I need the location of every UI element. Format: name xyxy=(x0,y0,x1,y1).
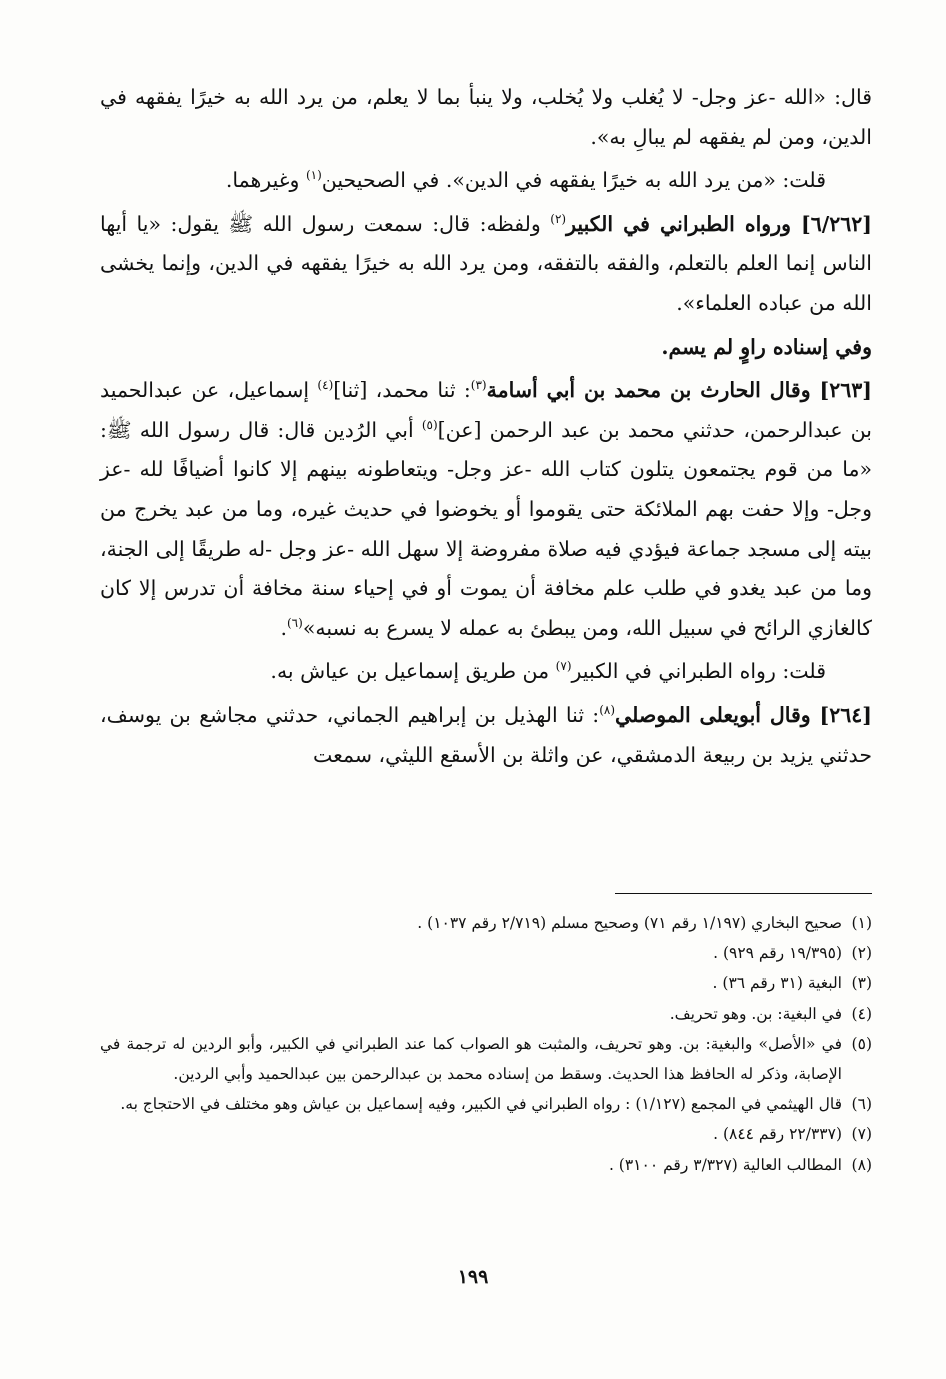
footnote-number: (١) xyxy=(851,914,872,932)
hadith-262-text: ولفظه: قال: سمعت رسول الله ﷺ يقول: «يا أيها الناس إنما العلم بالتعلم، والفقه بالتفقه، ومن يرد الله به خيرًا يفقهه في الدين، وإنما يخشى الله من عباده العلماء». xyxy=(100,211,872,315)
hadith-263-chain-1: : ثنا محمد، [ثنا] xyxy=(333,378,471,403)
footnote-text: (٢٢/٣٣٧ رقم ٨٤٤) . xyxy=(713,1125,842,1144)
paragraph-6-text: قلت: رواه الطبراني في الكبير xyxy=(571,659,826,684)
footnote-number: (٦) xyxy=(851,1095,872,1114)
footnote-number: (٤) xyxy=(851,1004,872,1023)
paragraph-2 xyxy=(100,161,872,201)
hadith-262 xyxy=(100,205,872,324)
footnote-ref-7: (٧) xyxy=(555,659,572,674)
page-number: ١٩٩ xyxy=(457,1266,489,1288)
hadith-263-heading: [٢٦٣] وقال الحارث بن محمد بن أبي أسامة xyxy=(486,378,872,403)
footnote-6 xyxy=(100,1089,872,1119)
footnote-number: (٥) xyxy=(851,1034,872,1053)
paragraph-narrator-note: وفي إسناده راوٍ لم يسم. xyxy=(661,334,872,359)
footnote-8 xyxy=(100,1150,872,1180)
footnote-number: (٢) xyxy=(851,944,872,963)
footnote-text: صحيح البخاري (١/١٩٧ رقم ٧١) وصحيح مسلم (٢/٧١٩ رقم ١٠٣٧) . xyxy=(417,914,842,932)
footnote-text: (١٩/٣٩٥ رقم ٩٢٩) . xyxy=(713,944,842,963)
hadith-262-heading: [٦/٢٦٢] ورواه الطبراني في الكبير xyxy=(566,211,872,236)
hadith-263-text: أبي الرُدين قال: قال رسول الله ﷺ: «ما من قوم يجتمعون يتلون كتاب الله -عز وجل- ويتعاطونه بينهم إلا كانوا أضيافًا لله -عز وجل- وإلا حفت بهم الملائكة حتى يقوموا أو يخوضوا في حديث غيره، وما من عبد يخرج من بيته إلى مسجد جماعة فيؤدي فيه صلاة مفروضة إلا سهل الله -عز وجل -له طريقًا إلى الجنة، وما من عبد يغدو في طلب علم مخافة أن يموت أو في إحياء سنة مخافة أن تدرس إلا كان كالغازي الرائح في سبيل الله، ومن يبطئ به عمله لا يسرع به نسبه» xyxy=(100,417,872,640)
footnote-text: المطالب العالية (٣/٣٢٧ رقم ٣١٠٠) . xyxy=(608,1155,842,1174)
main-text xyxy=(100,78,872,775)
footnote-text: في «الأصل» والبغية: بن. وهو تحريف، والمثبت هو الصواب كما عند الطبراني في الكبير، وأبو الردين له ترجمة في الإصابة، وذكر له الحافظ هذا الحديث. وسقط من إسناده محمد بن عبدالرحمن بين عبدالحميد وأبي الردين. xyxy=(100,1034,842,1084)
footnote-2 xyxy=(100,938,872,968)
paragraph-6-tail: من طريق إسماعيل بن عياش به. xyxy=(270,659,556,684)
footnote-4 xyxy=(100,999,872,1029)
footnote-number: (٨) xyxy=(851,1155,872,1174)
footnote-number: (٣) xyxy=(851,974,872,993)
footnote-text: البغية (٣١ رقم ٣٦) . xyxy=(712,974,842,993)
hadith-263-chain-2: إسماعيل، عن عبدالحميد بن عبدالرحمن، حدثني محمد بن عبد الرحمن [عن] xyxy=(100,378,872,442)
footnote-ref-8: (٨) xyxy=(599,703,616,718)
footnote-1 xyxy=(100,908,872,938)
footnote-ref-4: (٤) xyxy=(317,378,334,393)
paragraph-6 xyxy=(100,652,872,692)
paragraph-2-tail: وغيرهما. xyxy=(225,168,306,193)
hadith-264 xyxy=(100,696,872,775)
paragraph-1: قال: «الله -عز وجل- لا يُغلب ولا يُخلب، ولا ينبأ بما لا يعلم، من يرد الله به خيرًا يفقهه في الدين، ومن لم يفقهه لم يبالِ به». xyxy=(100,85,872,149)
hadith-263 xyxy=(100,371,872,648)
footnote-ref-1: (١) xyxy=(305,168,322,183)
footnote-ref-5: (٥) xyxy=(421,417,438,432)
hadith-264-heading: [٢٦٤] وقال أبويعلى الموصلي xyxy=(615,702,872,727)
footnote-5 xyxy=(100,1029,872,1089)
footnote-ref-2: (٢) xyxy=(550,211,567,226)
footnote-divider xyxy=(615,893,872,894)
footnotes xyxy=(100,908,872,1180)
footnote-ref-3: (٣) xyxy=(470,378,487,393)
footnote-text: في البغية: بن. وهو تحريف. xyxy=(669,1004,842,1023)
footnote-3 xyxy=(100,968,872,998)
footnote-7 xyxy=(100,1119,872,1149)
paragraph-2-text: قلت: «من يرد الله به خيرًا يفقهه في الدين». في الصحيحين xyxy=(321,168,826,193)
footnote-number: (٧) xyxy=(851,1125,872,1144)
hadith-263-end: . xyxy=(280,615,287,640)
footnote-text: قال الهيثمي في المجمع (١/١٢٧) : رواه الطبراني في الكبير، وفيه إسماعيل بن عياش وهو مختلف في الاحتجاج به. xyxy=(120,1095,842,1114)
hadith-264-text: : ثنا الهذيل بن إبراهيم الجماني، حدثني مجاشع بن يوسف، حدثني يزيد بن ربيعة الدمشقي، عن واثلة بن الأسقع الليثي، سمعت xyxy=(100,702,872,767)
footnote-ref-6: (٦) xyxy=(286,615,303,630)
